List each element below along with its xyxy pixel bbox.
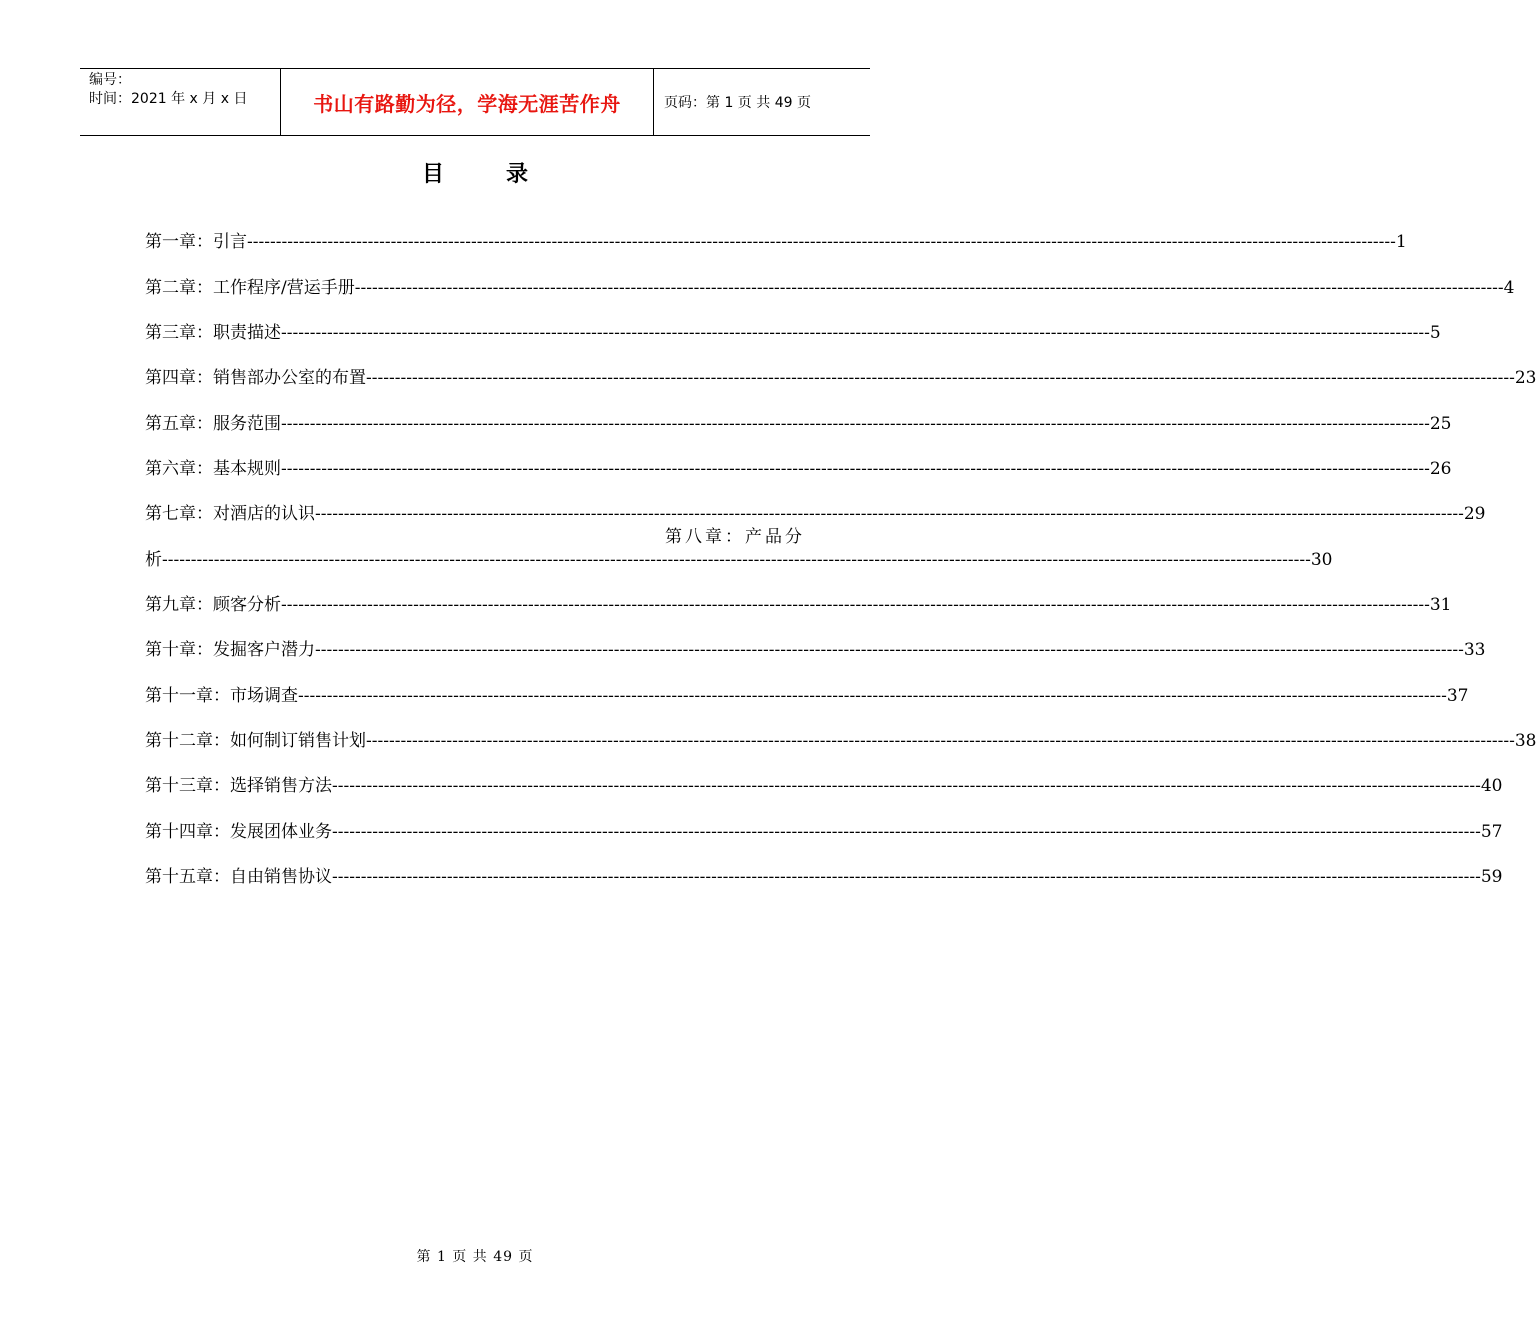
toc-entry-page: 23 — [1514, 368, 1536, 388]
header-page-cell — [654, 69, 870, 135]
number-label: 编号： — [89, 72, 131, 88]
toc-leader: -------------------------------------------------------------------------------------------------------------------------------------------------------------------------------------------------------- — [315, 640, 1464, 660]
toc-entry-page: 31 — [1429, 595, 1452, 615]
toc-entry[interactable] — [145, 502, 1486, 526]
toc-entry-label: 第十四章：发展团体业务 — [145, 822, 332, 842]
toc-leader: -------------------------------------------------------------------------------------------------------------------------------------------------------------------------------------------------------- — [247, 232, 1396, 252]
toc-entry[interactable] — [145, 774, 1503, 798]
toc-entry-wrapped-first-line[interactable]: 第八章：产品分 — [665, 527, 805, 547]
document-header — [80, 68, 870, 136]
toc-entry[interactable] — [145, 366, 1536, 390]
toc-entry-label: 第五章：服务范围 — [145, 414, 281, 434]
toc-leader: -------------------------------------------------------------------------------------------------------------------------------------------------------------------------------------------------------- — [332, 867, 1481, 887]
toc-entry-page: 37 — [1446, 686, 1469, 706]
toc-entry-label: 第一章：引言 — [145, 232, 247, 252]
toc-entry-page: 26 — [1429, 459, 1452, 479]
toc-entry-page: 30 — [1310, 550, 1333, 570]
toc-entry-page: 38 — [1514, 731, 1536, 751]
toc-entry-label: 析 — [145, 550, 162, 570]
toc-entry-label: 第十二章：如何制订销售计划 — [145, 731, 366, 751]
toc-entry[interactable] — [145, 276, 1515, 300]
header-motto-cell — [281, 69, 654, 135]
toc-leader: -------------------------------------------------------------------------------------------------------------------------------------------------------------------------------------------------------- — [281, 459, 1430, 479]
toc-entry-page: 40 — [1480, 776, 1503, 796]
toc-leader: -------------------------------------------------------------------------------------------------------------------------------------------------------------------------------------------------------- — [366, 731, 1515, 751]
toc-entry[interactable] — [145, 593, 1452, 617]
toc-entry-page: 33 — [1463, 640, 1486, 660]
toc-leader: -------------------------------------------------------------------------------------------------------------------------------------------------------------------------------------------------------- — [315, 504, 1464, 524]
toc-entry-page: 29 — [1463, 504, 1486, 524]
toc-leader: -------------------------------------------------------------------------------------------------------------------------------------------------------------------------------------------------------- — [281, 414, 1430, 434]
time-label: 时间：2021 年 x 月 x 日 — [89, 91, 248, 107]
toc-entry-label: 第十一章：市场调查 — [145, 686, 298, 706]
toc-entry-label: 第九章：顾客分析 — [145, 595, 281, 615]
toc-entry-page: 59 — [1480, 867, 1503, 887]
toc-entry-label: 第十章：发掘客户潜力 — [145, 640, 315, 660]
toc-entry-wrapped[interactable] — [145, 548, 1333, 572]
toc-leader: -------------------------------------------------------------------------------------------------------------------------------------------------------------------------------------------------------- — [298, 686, 1447, 706]
toc-entry-label: 第十五章：自由销售协议 — [145, 867, 332, 887]
header-motto: 书山有路勤为径，学海无涯苦作舟 — [313, 91, 621, 116]
toc-leader: -------------------------------------------------------------------------------------------------------------------------------------------------------------------------------------------------------- — [281, 323, 1430, 343]
header-page-info: 页码：第 1 页 共 49 页 — [664, 95, 811, 111]
toc-title: 目录 — [421, 162, 590, 187]
toc-entry-label: 第十三章：选择销售方法 — [145, 776, 332, 796]
toc-entry[interactable] — [145, 729, 1536, 753]
toc-entry-page: 5 — [1429, 323, 1441, 343]
toc-entry[interactable] — [145, 321, 1441, 345]
toc-leader: -------------------------------------------------------------------------------------------------------------------------------------------------------------------------------------------------------- — [366, 368, 1515, 388]
toc-entry[interactable] — [145, 457, 1452, 481]
page-footer: 第 1 页 共 49 页 — [416, 1249, 534, 1265]
toc-entry-page: 57 — [1480, 822, 1503, 842]
toc-entry-label: 第七章：对酒店的认识 — [145, 504, 315, 524]
toc-entry-page: 4 — [1503, 278, 1515, 298]
toc-entry[interactable] — [145, 865, 1503, 889]
toc-leader: -------------------------------------------------------------------------------------------------------------------------------------------------------------------------------------------------------- — [354, 278, 1504, 298]
toc-leader: -------------------------------------------------------------------------------------------------------------------------------------------------------------------------------------------------------- — [281, 595, 1430, 615]
toc-entry-page: 25 — [1429, 414, 1452, 434]
toc-entry[interactable] — [145, 820, 1503, 844]
toc-leader: -------------------------------------------------------------------------------------------------------------------------------------------------------------------------------------------------------- — [332, 822, 1481, 842]
toc-entry[interactable] — [145, 412, 1452, 436]
toc-entry-label: 第二章：工作程序/营运手册 — [145, 278, 355, 298]
toc-entry-label: 第三章：职责描述 — [145, 323, 281, 343]
toc-leader: -------------------------------------------------------------------------------------------------------------------------------------------------------------------------------------------------------- — [162, 550, 1311, 570]
header-meta — [80, 69, 281, 135]
toc-leader: -------------------------------------------------------------------------------------------------------------------------------------------------------------------------------------------------------- — [332, 776, 1481, 796]
toc-entry-label: 第四章：销售部办公室的布置 — [145, 368, 366, 388]
toc-entry[interactable] — [145, 638, 1486, 662]
toc-entry[interactable] — [145, 230, 1407, 254]
toc-entry-label: 第六章：基本规则 — [145, 459, 281, 479]
toc-entry[interactable] — [145, 684, 1469, 708]
toc-entry-page: 1 — [1395, 232, 1407, 252]
